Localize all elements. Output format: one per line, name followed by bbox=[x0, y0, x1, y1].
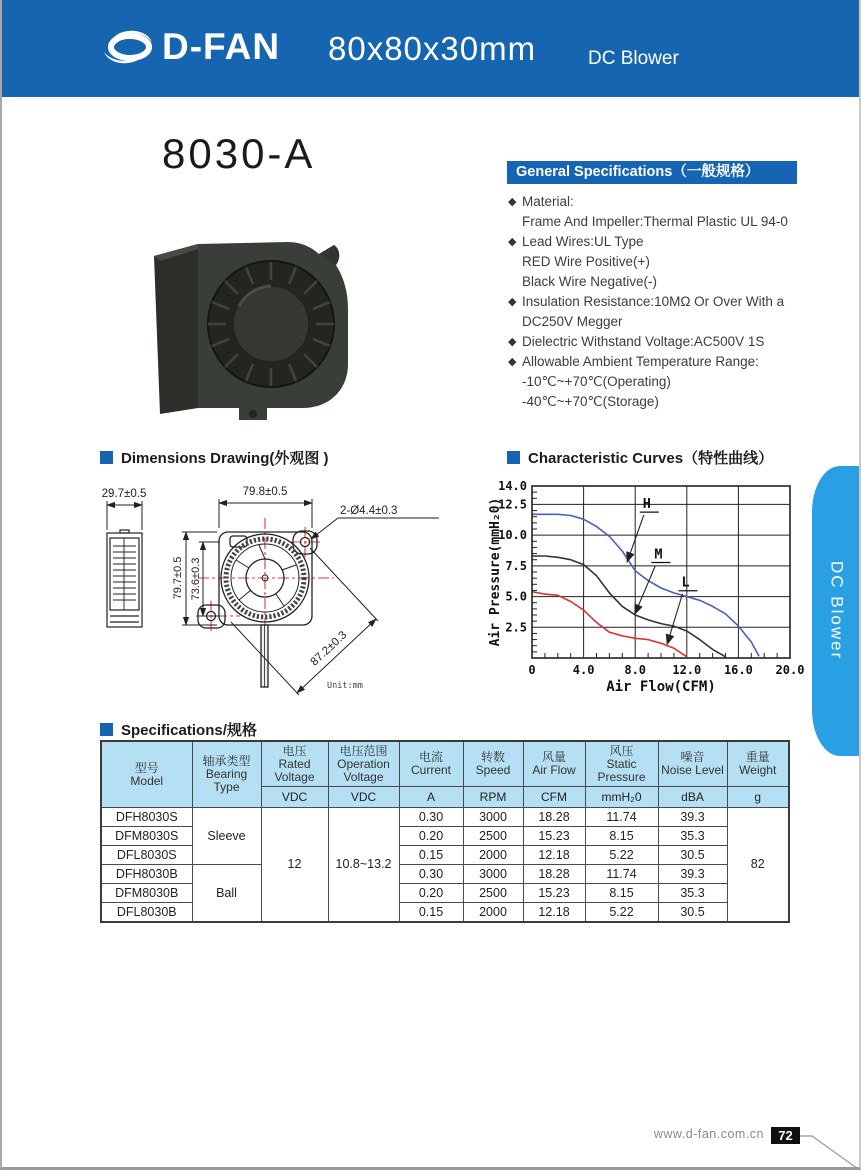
spec-line: DC250V Megger bbox=[522, 314, 623, 329]
diamond-bullet-icon: ◆ bbox=[508, 356, 517, 368]
svg-text:12.0: 12.0 bbox=[672, 663, 702, 677]
header-bar bbox=[0, 0, 861, 97]
bearing-sleeve-cell: Sleeve bbox=[192, 808, 261, 865]
col-header-rated-voltage: 电压 Rated Voltage bbox=[261, 741, 328, 787]
unit-cfm: CFM bbox=[523, 787, 585, 808]
spec-line: ◆ Insulation Resistance:10MΩ Or Over With a bbox=[508, 292, 818, 312]
chart-grid bbox=[532, 486, 790, 658]
spec-line: ◆ Allowable Ambient Temperature Range: bbox=[508, 352, 818, 372]
characteristic-curves-chart bbox=[486, 474, 808, 696]
col-header-speed: 转数 Speed bbox=[463, 741, 523, 787]
specifications-section-heading: Specifications/规格 bbox=[100, 719, 257, 740]
chart-x-axis-label: Air Flow(CFM) bbox=[606, 679, 716, 695]
spec-line: Frame And Impeller:Thermal Plastic UL 94-0 bbox=[522, 214, 788, 229]
operation-voltage-cell: 10.8~13.2 bbox=[328, 808, 399, 922]
col-header-weight: 重量 Weight bbox=[727, 741, 789, 787]
chart-series bbox=[532, 514, 759, 657]
curve-label-M: M bbox=[654, 546, 663, 563]
svg-text:73.6±0.3: 73.6±0.3 bbox=[190, 557, 202, 601]
svg-text:8.0: 8.0 bbox=[624, 663, 647, 677]
dimensions-drawing bbox=[90, 476, 470, 710]
col-header-pressure: 风压 Static Pressure bbox=[585, 741, 658, 787]
side-width-dimension bbox=[107, 501, 142, 530]
unit-mmh2o: mmH₂0 bbox=[585, 787, 658, 808]
unit-a: A bbox=[399, 787, 463, 808]
section-bullet-icon bbox=[100, 723, 113, 736]
svg-text:7.5: 7.5 bbox=[505, 558, 527, 573]
table-row: DFM8030S 0.20 2500 15.23 8.15 35.3 bbox=[101, 827, 789, 846]
general-specs-list bbox=[508, 192, 818, 412]
product-photo bbox=[140, 216, 355, 431]
curve-label-L: L bbox=[681, 574, 690, 591]
general-specs-header: General Specifications（一般规格） bbox=[507, 161, 797, 184]
chart-y-axis-label: Air Pressure(mmH₂0) bbox=[488, 497, 503, 647]
model-title: 8030-A bbox=[162, 130, 316, 177]
diamond-bullet-icon: ◆ bbox=[508, 236, 517, 248]
unit-rpm: RPM bbox=[463, 787, 523, 808]
spec-line: ◆ Dielectric Withstand Voltage:AC500V 1S bbox=[508, 332, 818, 352]
rated-voltage-cell: 12 bbox=[261, 808, 328, 922]
table-row: DFM8030B 0.20 2500 15.23 8.15 35.3 bbox=[101, 884, 789, 903]
svg-text:12.5: 12.5 bbox=[498, 497, 527, 512]
fan-swirl-logo-icon bbox=[100, 26, 156, 68]
table-row: DFL8030S 0.15 2000 12.18 5.22 30.5 bbox=[101, 846, 789, 865]
diamond-bullet-icon: ◆ bbox=[508, 196, 517, 208]
curves-section-heading: Characteristic Curves（特性曲线） bbox=[507, 447, 773, 468]
col-header-bearing: 轴承类型 Bearing Type bbox=[192, 741, 261, 808]
svg-text:10.0: 10.0 bbox=[498, 528, 527, 543]
brand-logo bbox=[100, 26, 280, 68]
curve-M bbox=[532, 556, 726, 657]
svg-text:79.8±0.5: 79.8±0.5 bbox=[242, 486, 288, 498]
header-size: 80x80x30mm bbox=[328, 30, 537, 67]
unit-vdc: VDC bbox=[261, 787, 328, 808]
svg-text:20.0: 20.0 bbox=[775, 663, 805, 677]
svg-text:Unit:mm: Unit:mm bbox=[327, 681, 363, 691]
bearing-ball-cell: Ball bbox=[192, 865, 261, 922]
chart-frame bbox=[532, 486, 790, 658]
col-header-current: 电流 Current bbox=[399, 741, 463, 787]
page-number-badge: 72 bbox=[771, 1127, 800, 1144]
diamond-bullet-icon: ◆ bbox=[508, 296, 517, 308]
header-product-type: DC Blower bbox=[588, 48, 679, 69]
col-header-noise: 噪音 Noise Level bbox=[658, 741, 727, 787]
svg-text:14.0: 14.0 bbox=[498, 479, 527, 493]
svg-text:16.0: 16.0 bbox=[723, 663, 753, 677]
section-bullet-icon bbox=[100, 451, 113, 464]
section-bullet-icon bbox=[507, 451, 520, 464]
svg-text:29.7±0.5: 29.7±0.5 bbox=[101, 488, 147, 500]
table-row: DFH8030B Ball 0.30 3000 18.28 11.74 39.3 bbox=[101, 865, 789, 884]
hole-callout bbox=[311, 505, 439, 539]
footer-corner-line bbox=[797, 1128, 859, 1170]
table-row: DFH8030S Sleeve 12 10.8~13.2 0.30 3000 18.28 11.74 39.3 82 bbox=[101, 808, 789, 827]
col-header-operation-voltage: 电压范围 Operation Voltage bbox=[328, 741, 399, 787]
spec-line: Black Wire Negative(-) bbox=[522, 274, 658, 289]
unit-g: g bbox=[727, 787, 789, 808]
diamond-bullet-icon: ◆ bbox=[508, 336, 517, 348]
unit-dba: dBA bbox=[658, 787, 727, 808]
svg-text:4.0: 4.0 bbox=[572, 663, 595, 677]
spec-line: -40℃~+70℃(Storage) bbox=[522, 394, 659, 409]
col-header-model: 型号 Model bbox=[101, 741, 192, 808]
unit-vdc: VDC bbox=[328, 787, 399, 808]
weight-cell: 82 bbox=[727, 808, 789, 922]
website-url: www.d-fan.com.cn bbox=[653, 1127, 764, 1141]
specifications-table bbox=[100, 740, 790, 923]
spec-line: -10℃~+70℃(Operating) bbox=[522, 374, 671, 389]
brand-name: D-FAN bbox=[162, 26, 281, 67]
svg-text:2.5: 2.5 bbox=[505, 620, 527, 635]
svg-text:0: 0 bbox=[528, 663, 536, 677]
curve-label-H: H bbox=[642, 496, 651, 513]
col-header-airflow: 风量 Air Flow bbox=[523, 741, 585, 787]
front-view bbox=[198, 531, 317, 687]
svg-text:87.2±0.3: 87.2±0.3 bbox=[308, 629, 350, 669]
spec-line: ◆ Lead Wires:UL Type bbox=[508, 232, 818, 252]
svg-text:2-Ø4.4±0.3: 2-Ø4.4±0.3 bbox=[340, 505, 398, 517]
spec-line: RED Wire Positive(+) bbox=[522, 254, 650, 269]
side-view bbox=[107, 530, 142, 627]
svg-text:5.0: 5.0 bbox=[505, 589, 527, 604]
spec-line: ◆ Material: bbox=[508, 192, 818, 212]
side-tab-dc-blower: DC Blower bbox=[812, 466, 861, 756]
svg-text:79.7±0.5: 79.7±0.5 bbox=[172, 556, 184, 600]
chart-tick-labels bbox=[498, 479, 804, 677]
table-row: DFL8030B 0.15 2000 12.18 5.22 30.5 bbox=[101, 903, 789, 922]
chart-minor-ticks bbox=[532, 492, 777, 658]
dimensions-section-heading: Dimensions Drawing(外观图 ) bbox=[100, 447, 329, 468]
